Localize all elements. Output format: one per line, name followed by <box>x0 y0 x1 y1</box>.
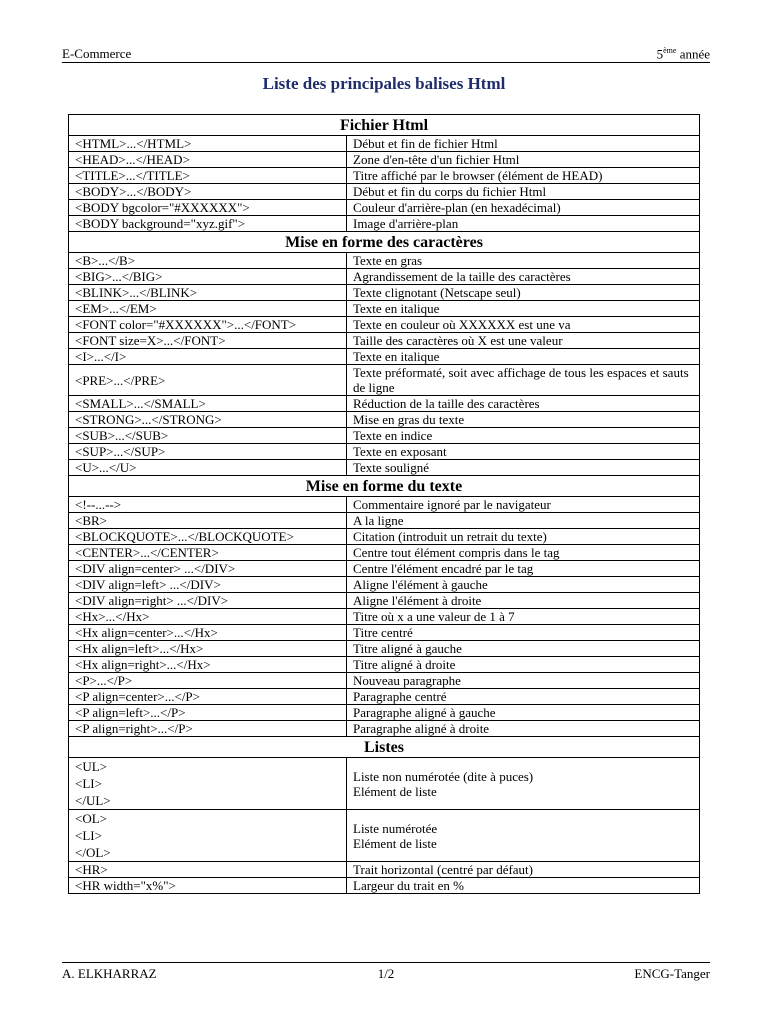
header-right <box>657 46 710 62</box>
table-row <box>69 561 700 577</box>
table-row <box>69 365 700 396</box>
tag-cell: <SMALL>...</SMALL> <box>69 396 347 412</box>
table-row <box>69 428 700 444</box>
description-cell: Texte en italique <box>347 349 700 365</box>
table-row <box>69 593 700 609</box>
description-cell: Titre où x a une valeur de 1 à 7 <box>347 609 700 625</box>
tag-cell: <CENTER>...</CENTER> <box>69 545 347 561</box>
section-title: Listes <box>69 737 700 758</box>
tag-cell: <Hx align=right>...</Hx> <box>69 657 347 673</box>
description-cell: Image d'arrière-plan <box>347 216 700 232</box>
description-cell: Centre l'élément encadré par le tag <box>347 561 700 577</box>
table-row <box>69 810 700 862</box>
table-row <box>69 317 700 333</box>
description-cell: Taille des caractères où X est une valeur <box>347 333 700 349</box>
table-row <box>69 444 700 460</box>
tag-cell: <SUP>...</SUP> <box>69 444 347 460</box>
tag-cell: <FONT color="#XXXXXX">...</FONT> <box>69 317 347 333</box>
tag-cell: <Hx align=center>...</Hx> <box>69 625 347 641</box>
table-row <box>69 689 700 705</box>
table-row <box>69 136 700 152</box>
description-cell: Mise en gras du texte <box>347 412 700 428</box>
tag-cell: <P align=left>...</P> <box>69 705 347 721</box>
table-row <box>69 673 700 689</box>
header-year-suffix: ème <box>663 46 677 55</box>
table-row <box>69 396 700 412</box>
tag-cell: <BR> <box>69 513 347 529</box>
table-row <box>69 513 700 529</box>
tag-cell: <TITLE>...</TITLE> <box>69 168 347 184</box>
description-cell: Texte en indice <box>347 428 700 444</box>
table-row <box>69 216 700 232</box>
description-cell: Paragraphe aligné à droite <box>347 721 700 737</box>
table-row <box>69 497 700 513</box>
description-cell: Texte en gras <box>347 253 700 269</box>
description-cell: Liste non numérotée (dite à puces) Elément de liste <box>347 758 700 810</box>
description-cell: Commentaire ignoré par le navigateur <box>347 497 700 513</box>
section-title: Mise en forme du texte <box>69 476 700 497</box>
section-header-row <box>69 232 700 253</box>
tag-cell: <BLINK>...</BLINK> <box>69 285 347 301</box>
table-row <box>69 168 700 184</box>
table-row <box>69 529 700 545</box>
tag-cell: <DIV align=center> ...</DIV> <box>69 561 347 577</box>
table-row <box>69 758 700 810</box>
page-title: Liste des principales balises Html <box>262 74 506 93</box>
tag-cell: <Hx>...</Hx> <box>69 609 347 625</box>
tag-cell: <HTML>...</HTML> <box>69 136 347 152</box>
description-cell: Réduction de la taille des caractères <box>347 396 700 412</box>
tag-cell: <U>...</U> <box>69 460 347 476</box>
description-cell: Titre aligné à droite <box>347 657 700 673</box>
tag-cell: <STRONG>...</STRONG> <box>69 412 347 428</box>
description-cell: Centre tout élément compris dans le tag <box>347 545 700 561</box>
description-cell: Texte en couleur où XXXXXX est une va <box>347 317 700 333</box>
section-header-row <box>69 476 700 497</box>
table-row <box>69 349 700 365</box>
description-cell: Trait horizontal (centré par défaut) <box>347 862 700 878</box>
tag-cell: <DIV align=left> ...</DIV> <box>69 577 347 593</box>
table-row <box>69 200 700 216</box>
table-row <box>69 657 700 673</box>
description-cell: Début et fin de fichier Html <box>347 136 700 152</box>
header-left: E-Commerce <box>62 46 132 61</box>
section-header-row <box>69 737 700 758</box>
description-cell: Aligne l'élément à droite <box>347 593 700 609</box>
table-row <box>69 152 700 168</box>
table-row <box>69 253 700 269</box>
table-row <box>69 184 700 200</box>
table-row <box>69 333 700 349</box>
table-row <box>69 301 700 317</box>
tag-cell: <!--...--> <box>69 497 347 513</box>
table-row <box>69 641 700 657</box>
tag-cell: <SUB>...</SUB> <box>69 428 347 444</box>
description-cell: A la ligne <box>347 513 700 529</box>
description-cell: Texte préformaté, soit avec affichage de tous les espaces et sauts de ligne <box>347 365 700 396</box>
section-title: Mise en forme des caractères <box>69 232 700 253</box>
tag-cell: <HR> <box>69 862 347 878</box>
tag-cell: <B>...</B> <box>69 253 347 269</box>
tags-table <box>68 114 700 894</box>
description-cell: Aligne l'élément à gauche <box>347 577 700 593</box>
tag-cell: <BIG>...</BIG> <box>69 269 347 285</box>
header-year-number: 5 <box>656 46 664 62</box>
table-row <box>69 285 700 301</box>
description-cell: Agrandissement de la taille des caractères <box>347 269 700 285</box>
table-row <box>69 269 700 285</box>
tag-cell: <BODY bgcolor="#XXXXXX"> <box>69 200 347 216</box>
footer-page-number: 1/2 <box>377 966 395 981</box>
section-title: Fichier Html <box>69 115 700 136</box>
tag-cell: <HEAD>...</HEAD> <box>69 152 347 168</box>
tag-cell: <P align=right>...</P> <box>69 721 347 737</box>
tag-cell: <P align=center>...</P> <box>69 689 347 705</box>
tag-cell: <Hx align=left>...</Hx> <box>69 641 347 657</box>
description-cell: Texte clignotant (Netscape seul) <box>347 285 700 301</box>
table-row <box>69 878 700 894</box>
description-cell: Texte souligné <box>347 460 700 476</box>
tag-cell: <PRE>...</PRE> <box>69 365 347 396</box>
page-footer <box>62 962 710 983</box>
header-year-word: année <box>679 46 710 62</box>
tag-cell: <BODY background="xyz.gif"> <box>69 216 347 232</box>
description-cell: Paragraphe centré <box>347 689 700 705</box>
footer-institution: ENCG-Tanger <box>634 966 710 981</box>
tag-cell: <BLOCKQUOTE>...</BLOCKQUOTE> <box>69 529 347 545</box>
description-cell: Citation (introduit un retrait du texte) <box>347 529 700 545</box>
description-cell: Début et fin du corps du fichier Html <box>347 184 700 200</box>
tag-cell: <FONT size=X>...</FONT> <box>69 333 347 349</box>
table-row <box>69 862 700 878</box>
description-cell: Titre aligné à gauche <box>347 641 700 657</box>
tag-cell: <UL> <LI> </UL> <box>69 758 347 810</box>
description-cell: Texte en italique <box>347 301 700 317</box>
tag-cell: <EM>...</EM> <box>69 301 347 317</box>
description-cell: Paragraphe aligné à gauche <box>347 705 700 721</box>
description-cell: Titre affiché par le browser (élément de HEAD) <box>347 168 700 184</box>
page-header <box>62 44 710 63</box>
section-header-row <box>69 115 700 136</box>
description-cell: Largeur du trait en % <box>347 878 700 894</box>
table-row <box>69 577 700 593</box>
description-cell: Liste numérotée Elément de liste <box>347 810 700 862</box>
table-row <box>69 721 700 737</box>
tag-cell: <HR width="x%"> <box>69 878 347 894</box>
tag-cell: <DIV align=right> ...</DIV> <box>69 593 347 609</box>
tag-cell: <BODY>...</BODY> <box>69 184 347 200</box>
table-row <box>69 460 700 476</box>
tag-cell: <I>...</I> <box>69 349 347 365</box>
description-cell: Zone d'en-tête d'un fichier Html <box>347 152 700 168</box>
tag-cell: <OL> <LI> </OL> <box>69 810 347 862</box>
table-row <box>69 609 700 625</box>
tags-table-body <box>69 115 700 894</box>
tag-cell: <P>...</P> <box>69 673 347 689</box>
footer-author: A. ELKHARRAZ <box>62 966 157 981</box>
description-cell: Nouveau paragraphe <box>347 673 700 689</box>
description-cell: Titre centré <box>347 625 700 641</box>
description-cell: Texte en exposant <box>347 444 700 460</box>
table-row <box>69 705 700 721</box>
table-row <box>69 545 700 561</box>
table-row <box>69 412 700 428</box>
table-row <box>69 625 700 641</box>
description-cell: Couleur d'arrière-plan (en hexadécimal) <box>347 200 700 216</box>
